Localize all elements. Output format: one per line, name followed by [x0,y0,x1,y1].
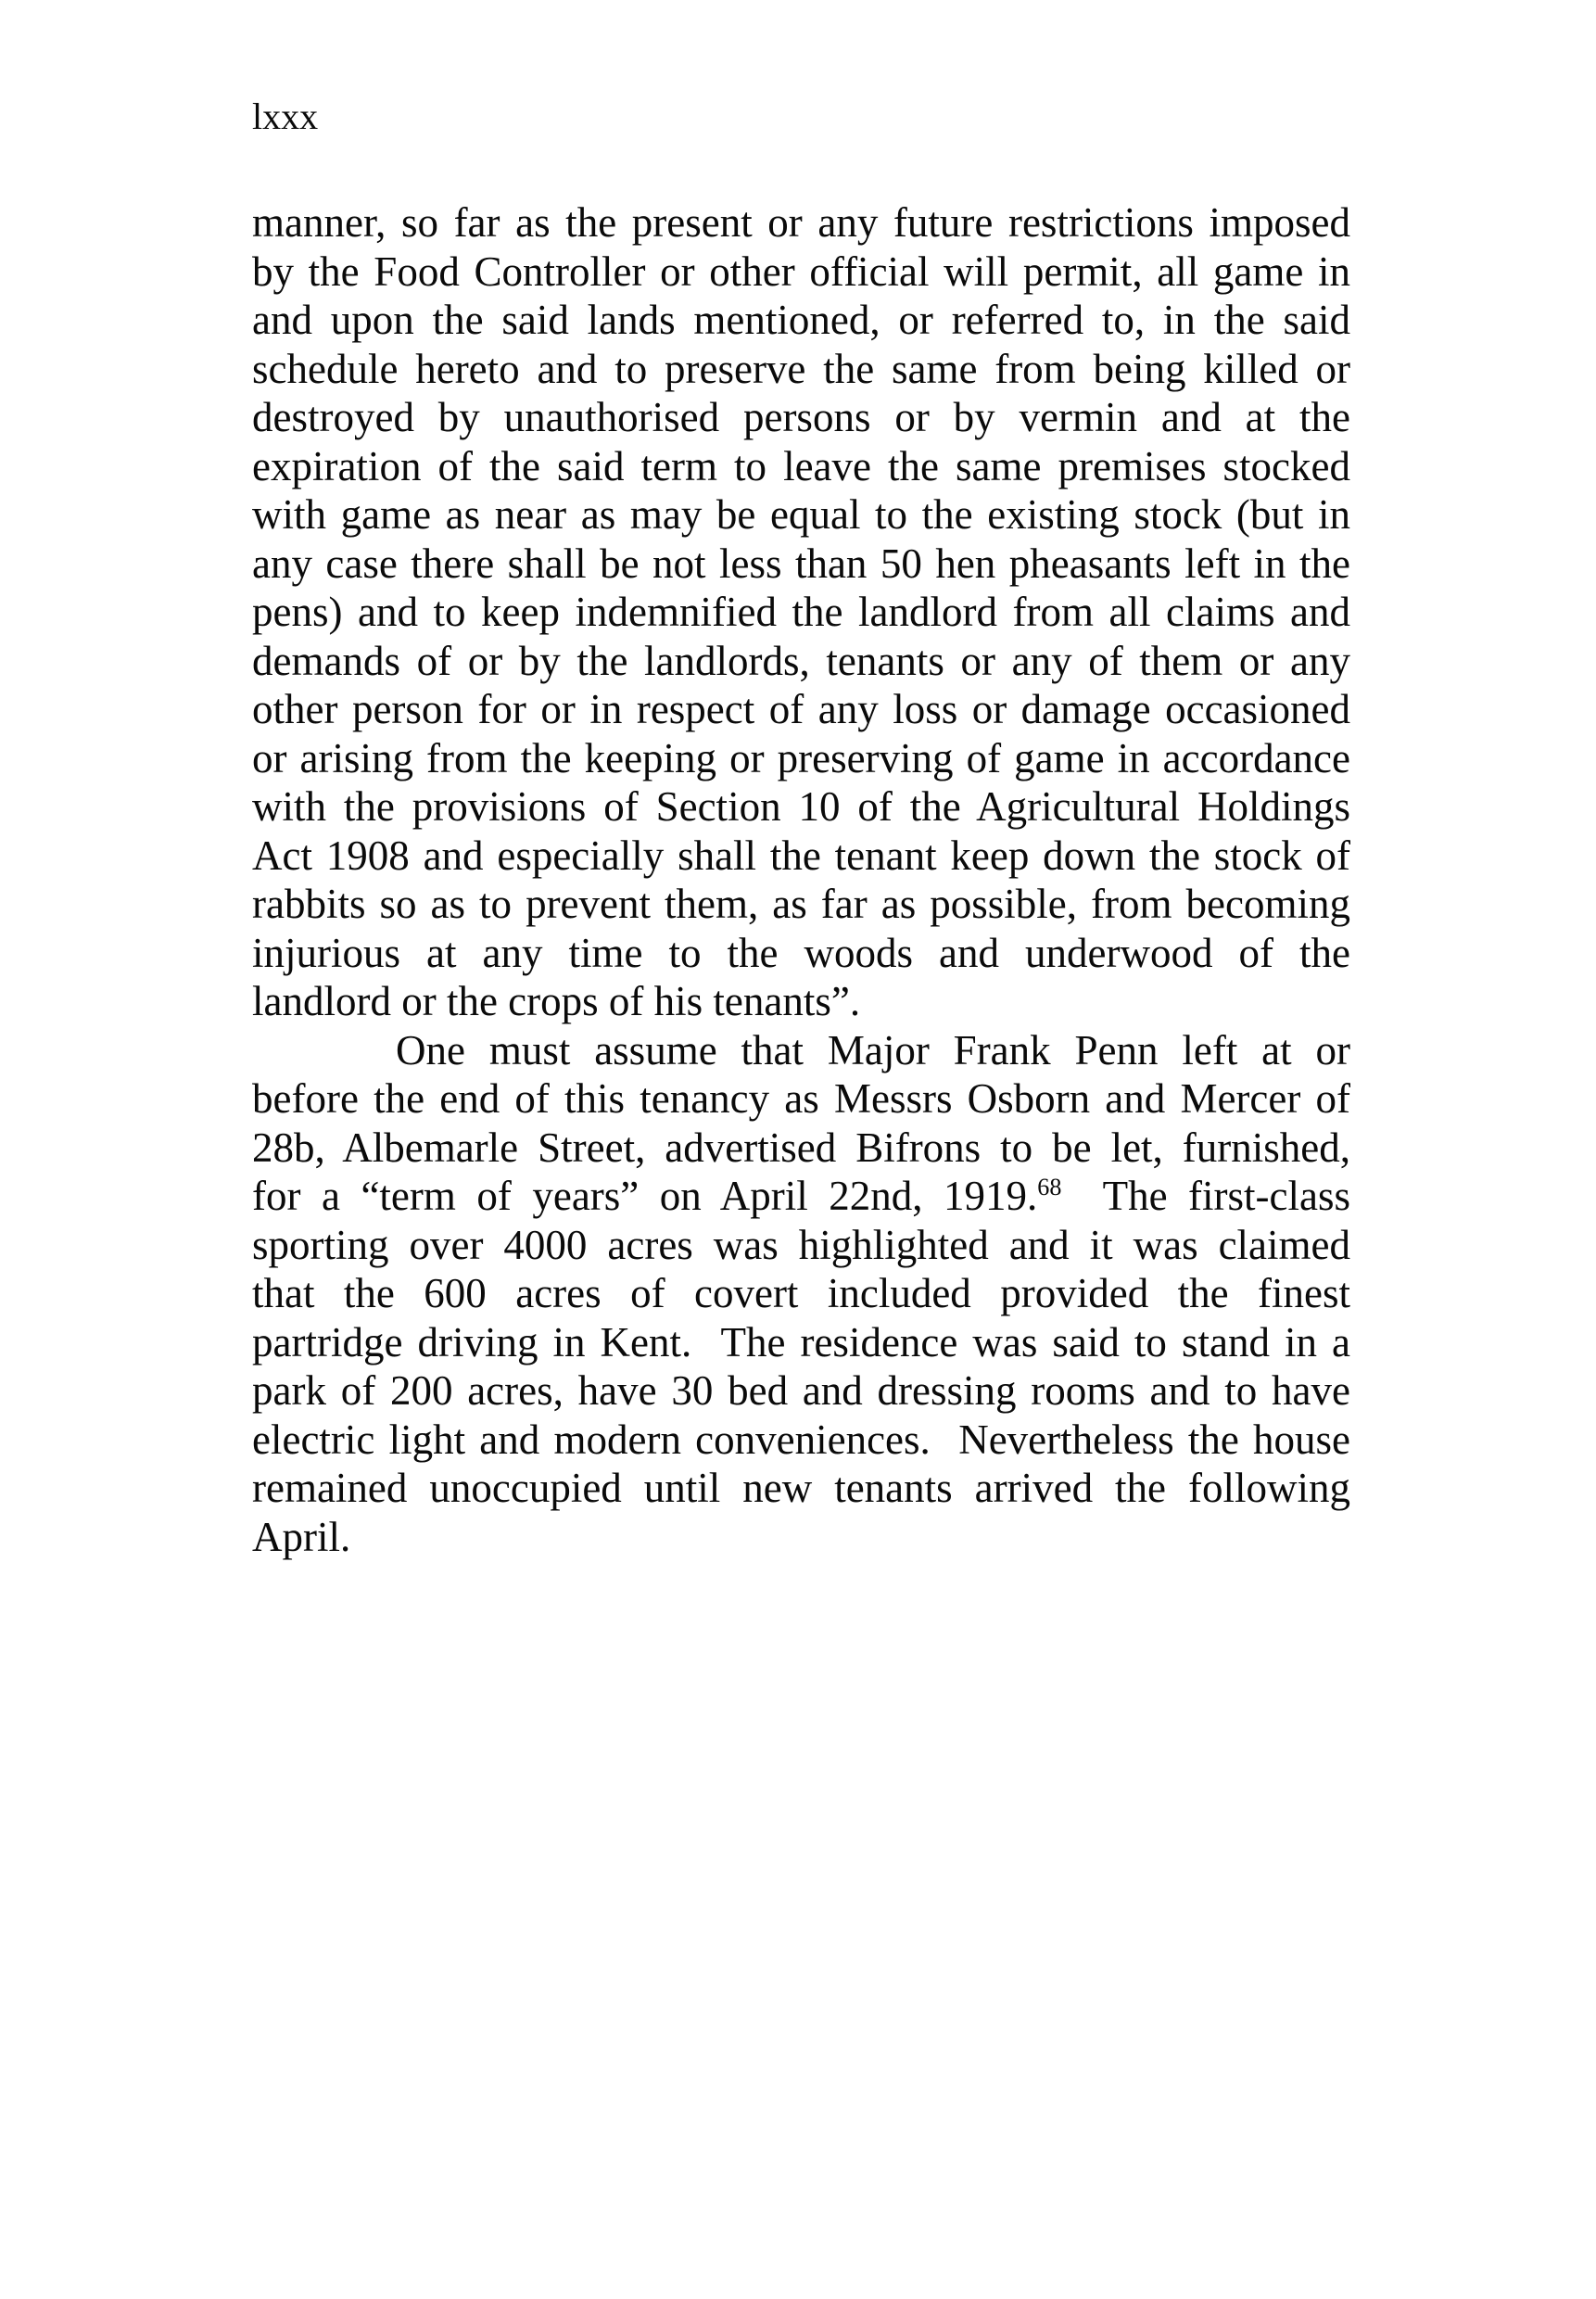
text-line: electric light and modern conveniences. Nevertheless the house [252,1416,1350,1463]
text-line: injurious at any time to the woods and underwood of the [252,929,1350,976]
text-line: by the Food Controller or other official will permit, all game in [252,248,1350,295]
text-line: schedule hereto and to preserve the same from being killed or [252,345,1350,392]
text-line: for a “term of years” on April 22nd, 1919.68 The first-class [252,1173,1350,1219]
text-line: destroyed by unauthorised persons or by vermin and at the [252,394,1350,440]
text-line: or arising from the keeping or preserving of game in accordance [252,734,1350,781]
text-line: expiration of the said term to leave the same premises stocked [252,442,1350,489]
text-line: 28b, Albemarle Street, advertised Bifrons to be let, furnished, [252,1124,1350,1171]
footnote-ref: 68 [1037,1174,1062,1200]
paragraph [252,198,1350,1026]
text-line: One must assume that Major Frank Penn left at or [396,1026,1350,1073]
text-line: other person for or in respect of any loss or damage occasioned [252,686,1350,732]
text-line: any case there shall be not less than 50 hen pheasants left in the [252,540,1350,587]
text-block [252,198,1350,1561]
text-line: rabbits so as to prevent them, as far as possible, from becoming [252,881,1350,927]
paragraph [252,1026,1350,1562]
text-line: remained unoccupied until new tenants arrived the following [252,1465,1350,1511]
text-line: park of 200 acres, have 30 bed and dressing rooms and to have [252,1367,1350,1414]
text-line: partridge driving in Kent. The residence was said to stand in a [252,1318,1350,1365]
text-line: demands of or by the landlords, tenants or any of them or any [252,637,1350,684]
text-line: sporting over 4000 acres was highlighted and it was claimed [252,1221,1350,1268]
text-line: with the provisions of Section 10 of the Agricultural Holdings [252,783,1350,830]
text-line: pens) and to keep indemnified the landlord from all claims and [252,589,1350,635]
text-line: before the end of this tenancy as Messrs Osborn and Mercer of [252,1075,1350,1122]
text-line: that the 600 acres of covert included provided the finest [252,1270,1350,1316]
text-line: and upon the said lands mentioned, or referred to, in the said [252,297,1350,343]
text-line: manner, so far as the present or any future restrictions imposed [252,199,1350,246]
page-number: lxxx [252,95,319,137]
text-line: with game as near as may be equal to the existing stock (but in [252,491,1350,538]
text-line: April. [252,1513,351,1560]
text-line: Act 1908 and especially shall the tenant keep down the stock of [252,832,1350,879]
text-line: landlord or the crops of his tenants”. [252,978,861,1024]
